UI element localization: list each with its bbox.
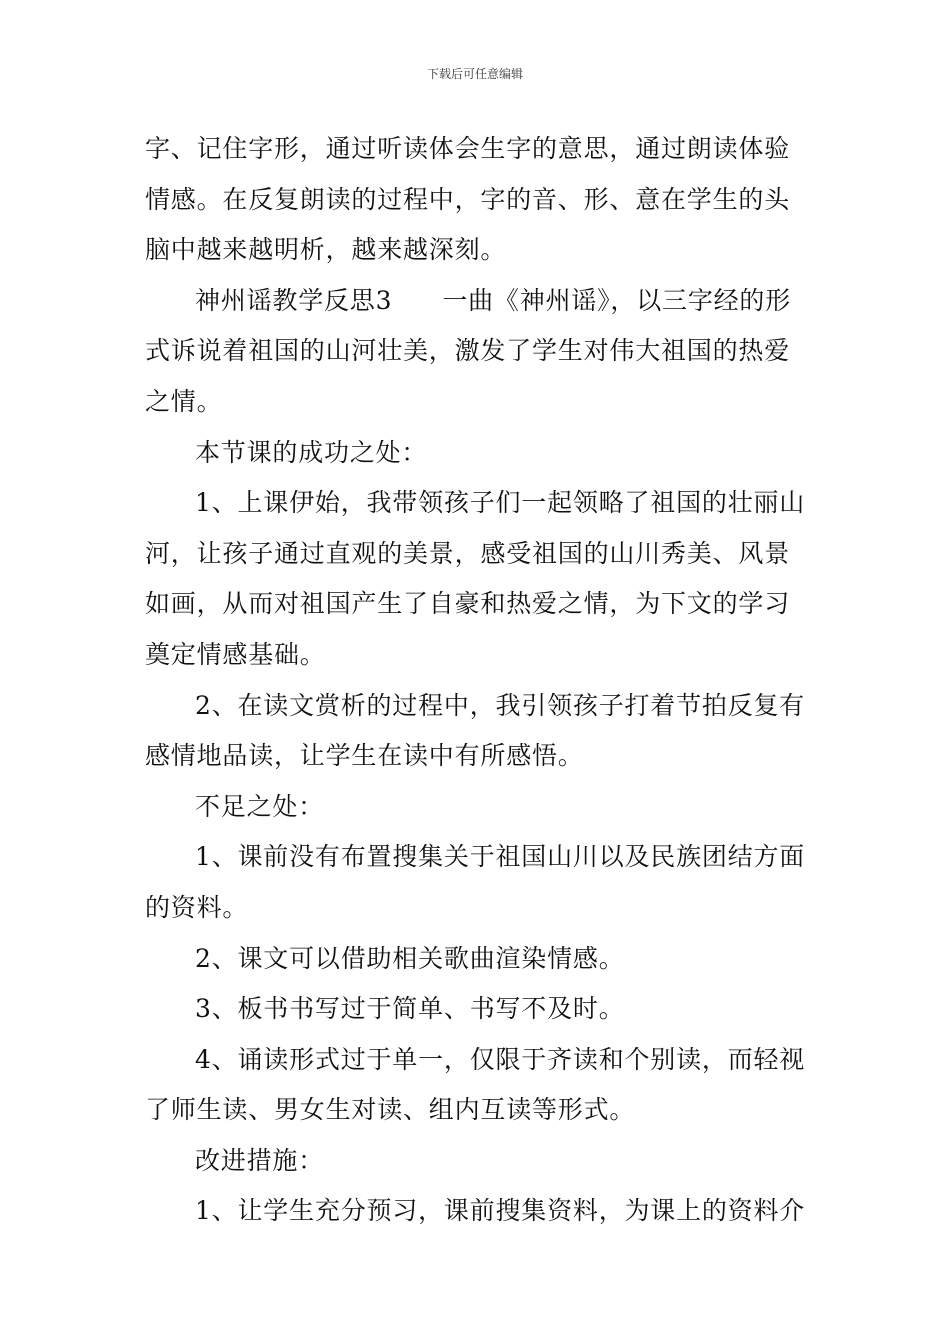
text-line-13: 感情地品读，让学生在读中有所感悟。 [145, 741, 584, 771]
text-line-8: 1、上课伊始，我带领孩子们一起领略了祖国的壮丽山 [195, 488, 806, 518]
text-line-16: 的资料。 [145, 892, 249, 922]
text-line-17: 2、课文可以借助相关歌曲渲染情感。 [195, 943, 625, 973]
text-line-22: 1、让学生充分预习，课前搜集资料，为课上的资料介 [195, 1196, 806, 1226]
text-line-6: 之情。 [145, 386, 223, 416]
text-line-11: 奠定情感基础。 [145, 639, 326, 669]
document-body [145, 124, 807, 1237]
text-line-3: 脑中越来越明析，越来越深刻。 [145, 235, 507, 265]
text-line-19: 4、诵读形式过于单一，仅限于齐读和个别读，而轻视 [195, 1044, 806, 1074]
text-line-20: 了师生读、男女生对读、组内互读等形式。 [145, 1095, 636, 1125]
page-header-note: 下载后可任意编辑 [426, 67, 523, 81]
text-line-5: 式诉说着祖国的山河壮美，激发了学生对伟大祖国的热爱 [145, 336, 791, 366]
text-line-4 [145, 276, 807, 327]
text-line-7: 本节课的成功之处： [195, 437, 428, 467]
section-title: 神州谣教学反思3 [195, 285, 393, 315]
text-line-10: 如画，从而对祖国产生了自豪和热爱之情，为下文的学习 [145, 589, 791, 619]
section-intro: 一曲《神州谣》，以三字经的形 [442, 285, 792, 315]
text-line-14: 不足之处： [195, 791, 325, 821]
text-line-9: 河，让孩子通过直观的美景，感受祖国的山川秀美、风景 [145, 538, 791, 568]
text-line-15: 1、课前没有布置搜集关于祖国山川以及民族团结方面 [195, 842, 806, 872]
text-line-18: 3、板书书写过于简单、书写不及时。 [195, 994, 625, 1024]
text-line-1: 字、记住字形，通过听读体会生字的意思，通过朗读体验 [145, 134, 791, 163]
text-line-12: 2、在读文赏析的过程中，我引领孩子打着节拍反复有 [195, 690, 806, 720]
text-line-21: 改进措施： [195, 1145, 325, 1175]
text-line-2: 情感。在反复朗读的过程中，字的音、形、意在学生的头 [145, 184, 791, 214]
